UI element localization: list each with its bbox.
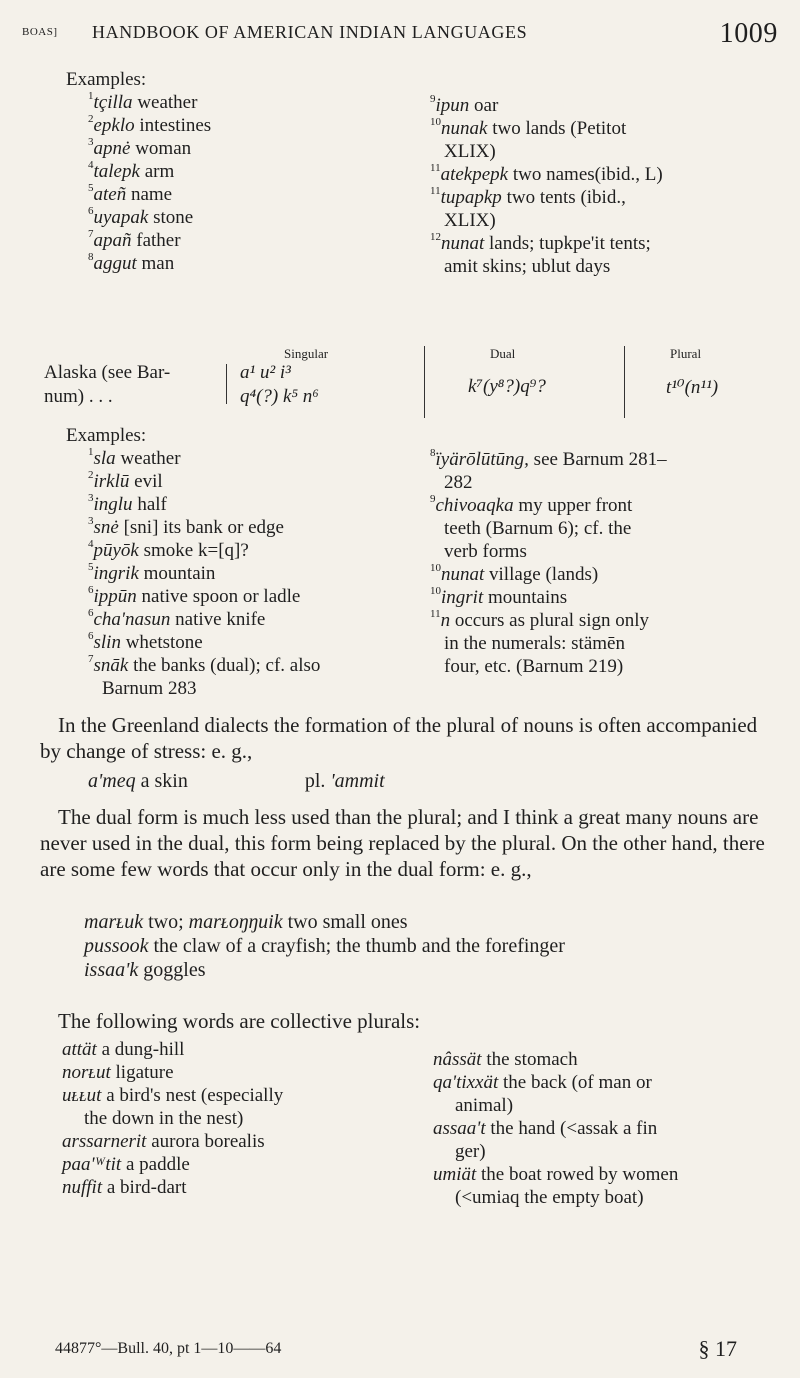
gloss: smoke k=[q]? — [143, 540, 249, 561]
gloss: village (lands) — [489, 564, 599, 585]
gloss: XLIX) — [444, 210, 496, 231]
plural-heading: Plural — [670, 346, 702, 361]
singular-row-1: a¹ u² i³ — [240, 362, 291, 383]
gloss: intestines — [139, 115, 212, 136]
gloss: two tents (ibid., — [506, 187, 626, 208]
example-item — [430, 586, 667, 609]
example-item — [430, 609, 667, 632]
example-item — [88, 631, 320, 654]
native-word: apañ — [93, 230, 132, 251]
gloss: oar — [474, 95, 499, 116]
dual-example-line: issaa'k goggles — [84, 959, 206, 981]
example-item — [88, 229, 211, 252]
page-header — [22, 18, 778, 50]
footnote-number: 2 — [88, 112, 94, 125]
example-item — [430, 163, 663, 186]
native-word: slin — [93, 632, 121, 653]
native-word: nunat — [441, 233, 485, 254]
gloss: ger) — [455, 1141, 486, 1162]
singular-row-2: q⁴(?) k⁵ n⁶ — [240, 386, 319, 407]
footnote-number: 5 — [88, 560, 94, 573]
native-word: talepk — [93, 161, 140, 182]
native-word: ïyärōlūtūng, — [435, 449, 529, 470]
example-item — [430, 494, 667, 517]
example-item — [430, 655, 667, 678]
example-item — [430, 94, 663, 117]
example-item — [88, 206, 211, 229]
gloss: stone — [153, 207, 194, 228]
example-item — [430, 255, 663, 278]
native-word: paa'ᵂtit — [62, 1154, 122, 1175]
footnote-number: 9 — [430, 492, 436, 505]
gloss: (<umiaq the empty boat) — [455, 1187, 644, 1208]
gloss: Barnum 283 — [102, 678, 197, 699]
native-word: ipun — [435, 95, 470, 116]
gloss: half — [137, 494, 167, 515]
native-word: uyapak — [93, 207, 149, 228]
example-item — [430, 140, 663, 163]
example-item — [88, 677, 320, 700]
examples-heading: Examples: — [66, 425, 147, 446]
gloss: the stomach — [486, 1049, 578, 1070]
collective-item — [433, 1048, 678, 1071]
footnote-number: 6 — [88, 606, 94, 619]
singular-heading: Singular — [284, 346, 329, 361]
dual-heading: Dual — [490, 346, 516, 361]
footnote-number: 11 — [430, 607, 441, 620]
brace-line — [226, 364, 227, 404]
gloss: lands; tupkpe'it tents; — [489, 233, 651, 254]
footnote-number: 7 — [88, 227, 94, 240]
footnote-number: 12 — [430, 230, 441, 243]
gloss: the down in the nest) — [84, 1108, 244, 1129]
gloss: verb forms — [444, 541, 527, 562]
paragraph-dual: The dual form is much less used than the plural; and I think a great many nouns are never used in the dual, this form being replaced by the plural. On the other hand, there are some few words that occur only in the dual form: e. g., — [40, 805, 765, 881]
native-word: ingrik — [93, 563, 139, 584]
collective-right-list — [433, 1048, 678, 1209]
alaska-label-2: num) . . . — [44, 386, 113, 407]
paragraph-collective: The following words are collective plurals: — [58, 1009, 421, 1033]
native-word: ateñ — [93, 184, 127, 205]
gloss: XLIX) — [444, 141, 496, 162]
gloss: animal) — [455, 1095, 514, 1116]
footnote-number: 3 — [88, 514, 94, 527]
example-item — [430, 117, 663, 140]
native-word: umiät — [433, 1164, 477, 1185]
collective-item — [62, 1153, 283, 1176]
gloss: amit skins; ublut days — [444, 256, 611, 277]
footnote-number: 6 — [88, 204, 94, 217]
dual-example-line: pussook the claw of a crayfish; the thumb and the forefinger — [84, 935, 565, 957]
plural-row: t¹⁰(n¹¹) — [666, 377, 719, 398]
footnote-number: 3 — [88, 491, 94, 504]
footnote-number: 11 — [430, 161, 441, 174]
gloss: ligature — [115, 1062, 174, 1083]
collective-item — [433, 1071, 678, 1094]
collective-item — [62, 1107, 283, 1130]
gloss: occurs as plural sign only — [454, 610, 650, 631]
example-item — [88, 252, 211, 275]
collective-item — [433, 1163, 678, 1186]
footnote-number: 5 — [88, 181, 94, 194]
header-author: BOAS] — [22, 26, 58, 38]
native-word: n — [440, 610, 451, 631]
gloss: aurora borealis — [151, 1131, 265, 1152]
footnote-number: 10 — [430, 115, 441, 128]
example-item — [430, 471, 667, 494]
native-word: nunak — [441, 118, 488, 139]
gloss: the banks (dual); cf. also — [133, 655, 321, 676]
gloss: the back (of man or — [503, 1072, 652, 1093]
section-number: § 17 — [698, 1336, 737, 1361]
paragraph-stress: In the Greenland dialects the formation of the plural of nouns is often accompanied by change of stress: e. g., — [40, 713, 758, 763]
gloss: the boat rowed by women — [481, 1164, 679, 1185]
gloss: evil — [134, 471, 163, 492]
example-item — [88, 137, 211, 160]
native-word: qa'tixxät — [433, 1072, 499, 1093]
dual-row: k⁷(y⁸?)q⁹? — [468, 376, 546, 397]
footnote-number: 9 — [430, 92, 436, 105]
gloss: a bird's nest (especially — [106, 1085, 284, 1106]
gloss: the hand (<assak a fin — [490, 1118, 658, 1139]
example-item — [88, 493, 320, 516]
gloss: native knife — [175, 609, 266, 630]
collective-item — [433, 1117, 678, 1140]
divider — [624, 346, 625, 418]
example-item — [430, 517, 667, 540]
example-item — [88, 516, 320, 539]
gloss: weather — [137, 92, 198, 113]
footnote-number: 6 — [88, 629, 94, 642]
native-word: tupapkp — [440, 187, 502, 208]
gloss: arm — [144, 161, 175, 182]
footnote-number: 1 — [88, 89, 94, 102]
alaska-label-1: Alaska (see Bar- — [44, 362, 171, 383]
collective-left-list — [62, 1038, 283, 1199]
example-item — [430, 632, 667, 655]
example-item — [88, 183, 211, 206]
native-word: snāk — [93, 655, 129, 676]
footnote-number: 4 — [88, 537, 94, 550]
example-item — [88, 608, 320, 631]
example-item — [430, 448, 667, 471]
collective-item — [62, 1038, 283, 1061]
page-number: 1009 — [719, 18, 778, 49]
example-item — [88, 585, 320, 608]
collective-item — [62, 1130, 283, 1153]
collective-item — [62, 1176, 283, 1199]
gloss: two lands (Petitot — [492, 118, 627, 139]
example-item — [430, 232, 663, 255]
gloss: two names(ibid., L) — [512, 164, 663, 185]
footnote-number: 4 — [88, 158, 94, 171]
gloss: whetstone — [125, 632, 203, 653]
footnote-number: 8 — [430, 446, 436, 459]
example-item — [88, 160, 211, 183]
gloss: four, etc. (Barnum 219) — [444, 656, 624, 677]
collective-item — [433, 1094, 678, 1117]
footnote-number: 2 — [88, 468, 94, 481]
dual-example-line: marᴌuk two; marᴌoŋŋuik two small ones — [84, 911, 408, 933]
footnote-number: 1 — [88, 445, 94, 458]
gloss: [sni] its bank or edge — [123, 517, 284, 538]
footnote-number: 11 — [430, 184, 441, 197]
gloss: name — [130, 184, 173, 205]
examples-right-1 — [430, 94, 663, 278]
footnote-number: 8 — [88, 250, 94, 263]
example-item — [88, 539, 320, 562]
native-word: norᴌut — [62, 1062, 111, 1083]
gloss: mountain — [143, 563, 216, 584]
native-word: attät — [62, 1039, 97, 1060]
stress-example: a'meq a skin pl. 'ammit — [88, 770, 385, 792]
native-word: aggut — [93, 253, 137, 274]
footnote-number: 3 — [88, 135, 94, 148]
native-word: tçilla — [93, 92, 133, 113]
example-item — [88, 562, 320, 585]
example-item — [88, 91, 211, 114]
native-word: nunat — [441, 564, 485, 585]
native-word: uᴌᴌut — [62, 1085, 102, 1106]
examples-right-2 — [430, 448, 667, 678]
gloss: mountains — [487, 587, 568, 608]
footnote-number: 7 — [88, 652, 94, 665]
native-word: snė — [93, 517, 119, 538]
gloss: a dung-hill — [101, 1039, 185, 1060]
native-word: nuffit — [62, 1177, 103, 1198]
footnote-number: 6 — [88, 583, 94, 596]
native-word: nâssät — [433, 1049, 482, 1070]
dual-examples — [84, 910, 565, 982]
native-word: assaa't — [433, 1118, 486, 1139]
header-title: HANDBOOK OF AMERICAN INDIAN LANGUAGES — [92, 22, 528, 42]
gloss: father — [136, 230, 181, 251]
native-word: irklū — [93, 471, 130, 492]
collective-item — [62, 1084, 283, 1107]
native-word: pūyōk — [93, 540, 139, 561]
gloss: my upper front — [518, 495, 633, 516]
native-word: inglu — [93, 494, 133, 515]
example-item — [88, 654, 320, 677]
example-item — [88, 114, 211, 137]
native-word: chivoaqka — [435, 495, 514, 516]
gloss: a bird-dart — [106, 1177, 187, 1198]
example-item — [88, 470, 320, 493]
example-item — [430, 563, 667, 586]
native-word: arssarnerit — [62, 1131, 147, 1152]
gloss: teeth (Barnum 6); cf. the — [444, 518, 632, 539]
footer-print-line: 44877°—Bull. 40, pt 1—10——64 — [55, 1340, 282, 1357]
gloss: man — [141, 253, 175, 274]
native-word: ingrit — [441, 587, 484, 608]
example-item — [88, 447, 320, 470]
gloss: weather — [120, 448, 181, 469]
examples-left-1 — [66, 68, 211, 275]
collective-item — [433, 1140, 678, 1163]
example-item — [430, 540, 667, 563]
divider — [424, 346, 425, 418]
native-word: sla — [93, 448, 116, 469]
native-word: apnė — [93, 138, 131, 159]
examples-left-2 — [66, 424, 320, 700]
examples-heading: Examples: — [66, 69, 147, 90]
collective-item — [62, 1061, 283, 1084]
gloss: native spoon or ladle — [141, 586, 301, 607]
native-word: cha'nasun — [93, 609, 171, 630]
footnote-number: 10 — [430, 584, 441, 597]
example-item — [430, 209, 663, 232]
gloss: 282 — [444, 472, 473, 493]
native-word: ippūn — [93, 586, 137, 607]
gloss: a paddle — [125, 1154, 190, 1175]
footnote-number: 10 — [430, 561, 441, 574]
native-word: atekpepk — [440, 164, 509, 185]
collective-item — [433, 1186, 678, 1209]
example-item — [430, 186, 663, 209]
native-word: epklo — [93, 115, 135, 136]
gloss: see Barnum 281– — [533, 449, 667, 470]
gloss: in the numerals: stämēn — [444, 633, 625, 654]
gloss: woman — [135, 138, 192, 159]
